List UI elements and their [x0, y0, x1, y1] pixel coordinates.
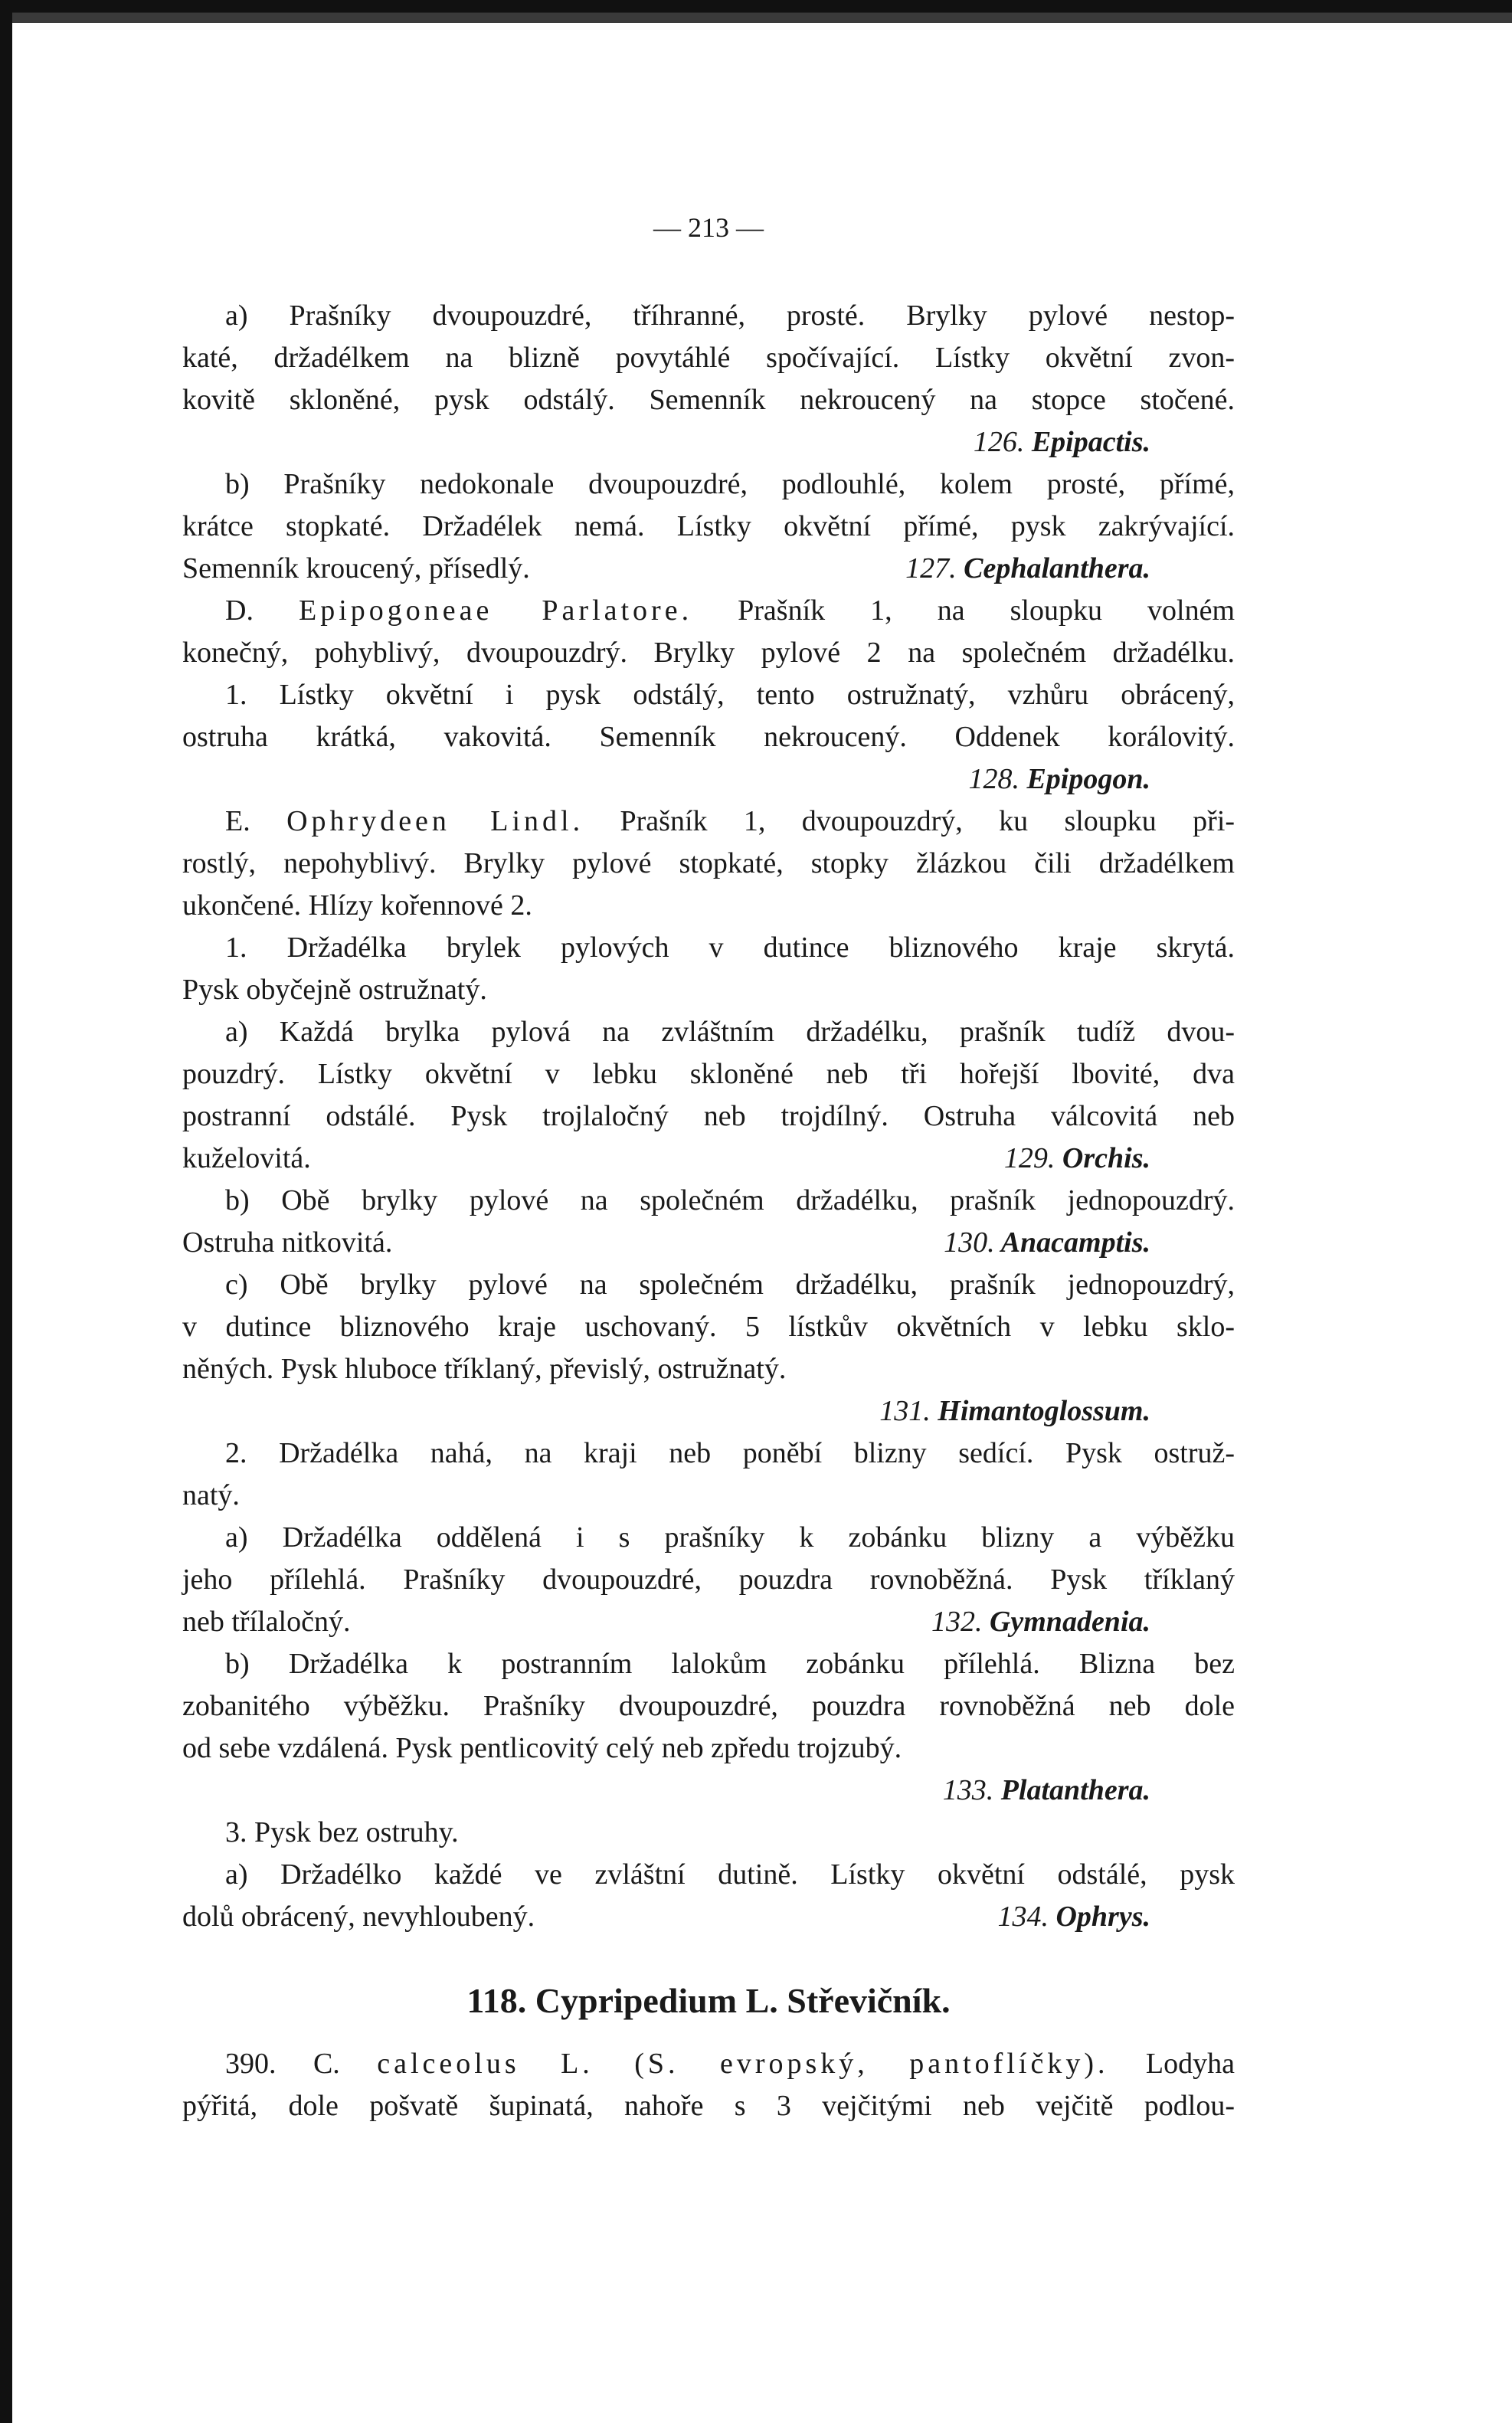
genus-name: Cephalanthera. [964, 552, 1150, 584]
text-line: něných. Pysk hluboce tříklaný, převislý, ostružnatý. [182, 1353, 787, 1385]
page-content [182, 207, 1235, 2127]
species-number: 390. C. [225, 2048, 340, 2080]
page-number: — 213 — [653, 212, 764, 243]
scan-border-left [0, 0, 12, 2423]
tribe-letter: D. [225, 594, 254, 627]
text-line: krátce stopkaté. Držadélek nemá. Lístky okvětní přímé, pysk zakrývající. [182, 510, 1235, 542]
text-fragment: Lodyha [1145, 2048, 1235, 2080]
text-line: kovitě skloněné, pysk odstálý. Semenník nekroucený na stopce stočené. [182, 384, 1235, 416]
genus-number: 132. [931, 1606, 983, 1638]
genus-name: Epipactis. [1031, 426, 1150, 458]
text-line: a) Držadélko každé ve zvláštní dutině. Lístky okvětní odstálé, pysk [225, 1858, 1235, 1891]
key-entry-a1 [182, 295, 1235, 463]
text-line: neb třílaločný. [182, 1606, 351, 1638]
text-line: ostruha krátká, vakovitá. Semenník nekroucený. Oddenek korálovitý. [182, 721, 1235, 753]
line-with-genus [182, 1896, 1235, 1938]
text-line: a) Prašníky dvoupouzdré, tříhranné, prosté. Brylky pylové nestop- [225, 300, 1235, 332]
key-entry-e2b [182, 1643, 1235, 1812]
genus-label [1004, 1138, 1235, 1180]
key-entry-e2 [182, 1433, 1235, 1517]
text-line: ukončené. Hlízy kořennové 2. [182, 889, 532, 922]
genus-number: 131. [879, 1395, 931, 1427]
text-line: a) Každá brylka pylová na zvláštním držadélku, prašník tudíž dvou- [225, 1016, 1235, 1048]
tribe-letter: E. [225, 805, 250, 837]
text-line: pýřitá, dole pošvatě šupinatá, nahoře s 3 vejčitými neb vejčitě podlou- [182, 2090, 1235, 2122]
key-entry-e1b [182, 1180, 1235, 1264]
text-line [182, 801, 1235, 843]
tribe-entry-E [182, 801, 1235, 927]
text-line [182, 590, 1235, 632]
text-line: v dutince bliznového kraje uschovaný. 5 lístkův okvětních v lebku sklo- [182, 1311, 1235, 1343]
text-line: jeho přílehlá. Prašníky dvoupouzdré, pouzdra rovnoběžná. Pysk tříklaný [182, 1563, 1235, 1596]
text-line: pouzdrý. Lístky okvětní v lebku skloněné neb tři hořejší lbovité, dva [182, 1058, 1235, 1090]
text-line: od sebe vzdálená. Pysk pentlicovitý celý neb zpředu trojzubý. [182, 1732, 902, 1764]
line-with-genus [182, 1601, 1235, 1643]
text-line: katé, držadélkem na blizně povytáhlé spočívající. Lístky okvětní zvon- [182, 342, 1235, 374]
text-line: Semenník kroucený, přísedlý. [182, 552, 530, 584]
line-with-genus [182, 1222, 1235, 1264]
genus-label [182, 1770, 1235, 1812]
text-line: rostlý, nepohyblivý. Brylky pylové stopkaté, stopky žlázkou čili držadélkem [182, 847, 1235, 879]
genus-label [905, 548, 1235, 590]
text-fragment: Prašník 1, dvoupouzdrý, ku sloupku při- [620, 805, 1235, 837]
line-with-genus [182, 548, 1235, 590]
genus-number: 134. [997, 1901, 1049, 1933]
tribe-entry-D [182, 590, 1235, 801]
key-entry-e3 [182, 1812, 1235, 1854]
text-line: 3. Pysk bez ostruhy. [225, 1816, 459, 1848]
genus-number: 130. [944, 1226, 995, 1259]
genus-name: Gymnadenia. [989, 1606, 1150, 1638]
genus-name: Anacamptis. [1000, 1226, 1150, 1259]
text-line: 1. Držadélka brylek pylových v dutince bliznového kraje skrytá. [225, 932, 1235, 964]
tribe-name: Ophrydeen Lindl. [286, 805, 584, 837]
text-line: kuželovitá. [182, 1142, 311, 1174]
genus-number: 133. [942, 1774, 994, 1806]
text-line: b) Obě brylky pylové na společném držadélku, prašník jednopouzdrý. [225, 1184, 1235, 1216]
scan-border-top [0, 0, 1512, 23]
text-line: b) Prašníky nedokonale dvoupouzdré, podlouhlé, kolem prosté, přímé, [225, 468, 1235, 500]
text-line: Pysk obyčejně ostružnatý. [182, 974, 487, 1006]
genus-number: 126. [973, 426, 1025, 458]
genus-label [997, 1896, 1235, 1938]
genus-name: Himantoglossum. [938, 1395, 1150, 1427]
text-line: konečný, pohyblivý, dvoupouzdrý. Brylky pylové 2 na společném držadélku. [182, 637, 1235, 669]
species-entry [182, 2043, 1235, 2127]
genus-name: Ophrys. [1055, 1901, 1150, 1933]
key-entry-e1a [182, 1011, 1235, 1180]
key-entry-e1 [182, 927, 1235, 1011]
text-line: c) Obě brylky pylové na společném držadélku, prašník jednopouzdrý, [225, 1269, 1235, 1301]
genus-name: Epipogon. [1026, 763, 1150, 795]
genus-label [944, 1222, 1235, 1264]
text-line: natý. [182, 1479, 240, 1511]
species-name: calceolus L. (S. evropský, pantoflíčky). [377, 2048, 1109, 2080]
section-heading: 118. Cypripedium L. Střevičník. [466, 1981, 951, 2020]
line-with-genus [182, 1138, 1235, 1180]
text-line: b) Držadélka k postranním lalokům zobánku přílehlá. Blizna bez [225, 1648, 1235, 1680]
text-line: 1. Lístky okvětní i pysk odstálý, tento ostružnatý, vzhůru obrácený, [225, 679, 1235, 711]
tribe-name: Epipogoneae Parlatore. [299, 594, 693, 627]
genus-label [182, 1390, 1235, 1433]
key-entry-b1 [182, 463, 1235, 590]
genus-name: Orchis. [1062, 1142, 1150, 1174]
genus-number: 127. [905, 552, 957, 584]
genus-label [931, 1601, 1235, 1643]
text-line: postranní odstálé. Pysk trojlaločný neb trojdílný. Ostruha válcovitá neb [182, 1100, 1235, 1132]
genus-label [182, 758, 1235, 801]
genus-number: 128. [968, 763, 1019, 795]
text-line: a) Držadélka oddělená i s prašníky k zobánku blizny a výběžku [225, 1521, 1235, 1554]
text-fragment: Prašník 1, na sloupku volném [738, 594, 1235, 627]
genus-name: Platanthera. [1000, 1774, 1150, 1806]
text-line: Ostruha nitkovitá. [182, 1226, 393, 1259]
text-line: 2. Držadélka nahá, na kraji neb poněbí blizny sedící. Pysk ostruž- [225, 1437, 1235, 1469]
text-line [182, 2043, 1235, 2085]
genus-number: 129. [1003, 1142, 1055, 1174]
text-line: zobanitého výběžku. Prašníky dvoupouzdré, pouzdra rovnoběžná neb dole [182, 1690, 1235, 1722]
key-entry-e1c [182, 1264, 1235, 1433]
text-line: dolů obrácený, nevyhloubený. [182, 1901, 535, 1933]
key-entry-e3a [182, 1854, 1235, 1938]
genus-label [182, 421, 1235, 463]
key-entry-e2a [182, 1517, 1235, 1643]
